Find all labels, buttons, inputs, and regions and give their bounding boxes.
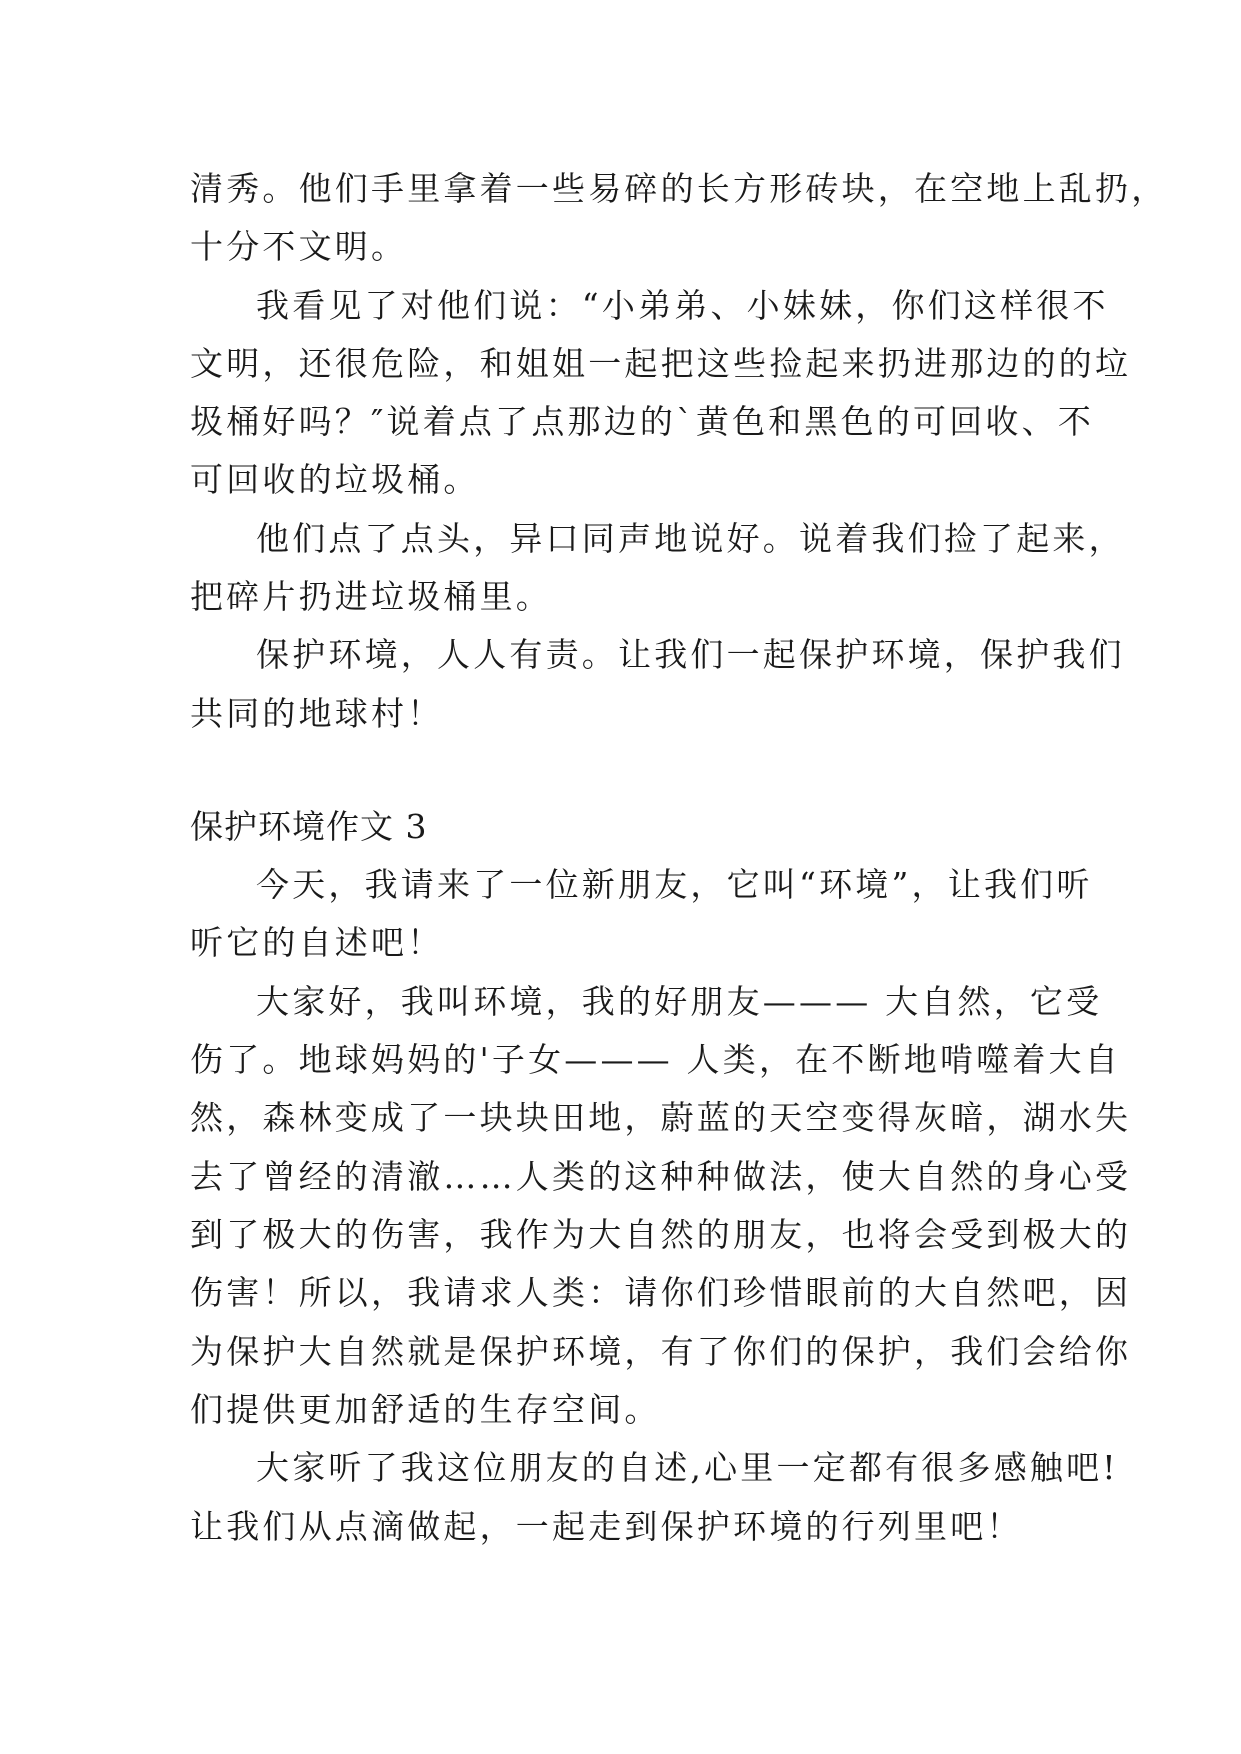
- paragraph-line: 大家好，我叫环境，我的好朋友——— 大自然，它受: [256, 982, 1103, 1021]
- paragraph-line: 他们点了点头，异口同声地说好。说着我们捡了起来，: [256, 519, 1125, 558]
- paragraph-line: 保护环境，人人有责。让我们一起保护环境，保护我们: [256, 635, 1125, 674]
- paragraph-line: 十分不文明。: [190, 227, 408, 266]
- paragraph-line: 可回收的垃圾桶。: [190, 460, 480, 499]
- paragraph-line: 大家听了我这位朋友的自述,心里一定都有很多感触吧!: [256, 1448, 1119, 1487]
- paragraph-line: 我看见了对他们说：“小弟弟、小妹妹，你们这样很不: [256, 286, 1109, 325]
- paragraph-line: 听它的自述吧！: [190, 923, 444, 962]
- section-heading: 保护环境作文 3: [190, 807, 428, 846]
- paragraph-line: 为保护大自然就是保护环境，有了你们的保护，我们会给你: [190, 1332, 1132, 1371]
- paragraph-line: 文明，还很危险，和姐姐一起把这些捡起来扔进那边的的垃: [190, 344, 1132, 383]
- paragraph-line: 到了极大的伤害，我作为大自然的朋友，也将会受到极大的: [190, 1215, 1132, 1254]
- paragraph-line: 把碎片扔进垃圾桶里。: [190, 577, 552, 616]
- paragraph-line: 们提供更加舒适的生存空间。: [190, 1390, 661, 1429]
- paragraph-line: 去了曾经的清澈……人类的这种种做法，使大自然的身心受: [190, 1157, 1132, 1196]
- paragraph-line: 圾桶好吗？″说着点了点那边的`黄色和黑色的可回收、不: [190, 402, 1095, 441]
- paragraph-line: 伤了。地球妈妈的'子女——— 人类，在不断地啃噬着大自: [190, 1040, 1121, 1079]
- paragraph-line: 伤害！所以，我请求人类：请你们珍惜眼前的大自然吧，因: [190, 1273, 1132, 1312]
- paragraph-line: 清秀。他们手里拿着一些易碎的长方形砖块，在空地上乱扔，: [190, 169, 1168, 208]
- paragraph-line: 让我们从点滴做起，一起走到保护环境的行列里吧！: [190, 1507, 1023, 1546]
- paragraph-line: 今天，我请来了一位新朋友，它叫“环境”，让我们听: [256, 865, 1093, 904]
- paragraph-line: 共同的地球村！: [190, 694, 444, 733]
- paragraph-line: 然，森林变成了一块块田地，蔚蓝的天空变得灰暗，湖水失: [190, 1098, 1132, 1137]
